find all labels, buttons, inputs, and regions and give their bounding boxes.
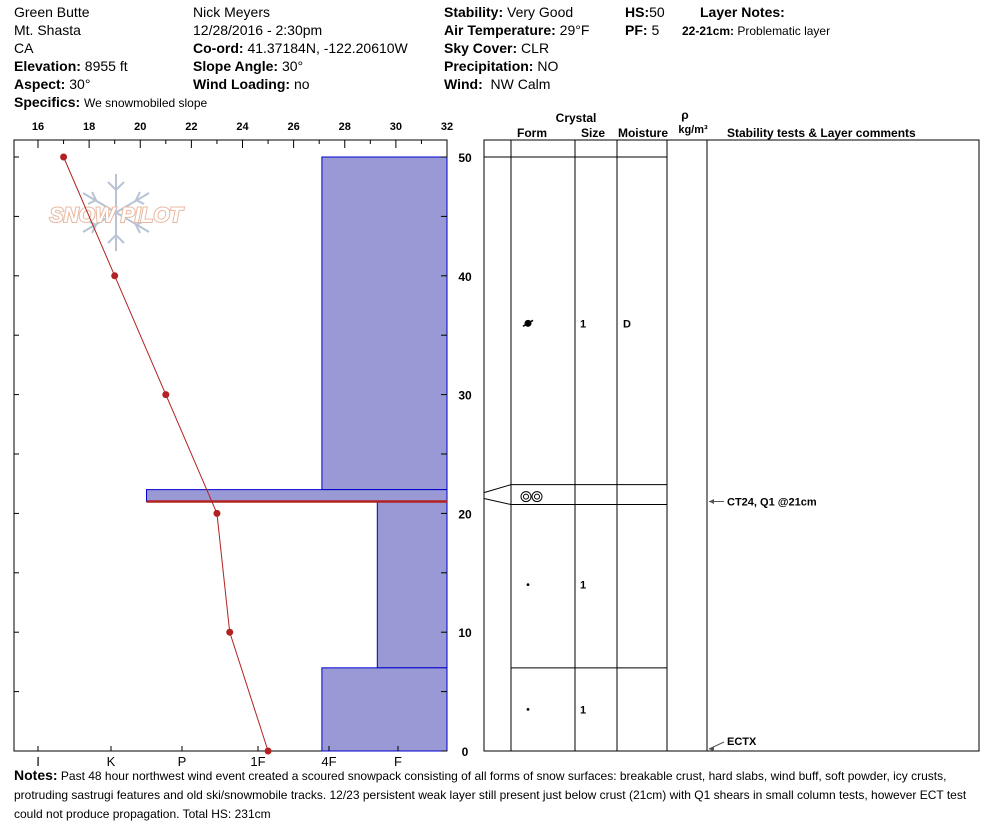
slope-label: Slope Angle:: [193, 58, 279, 74]
grain-dot-icon: [527, 708, 530, 711]
coord-label: Co-ord:: [193, 40, 244, 56]
hardness-bar: [377, 502, 447, 668]
temp-tick-label: 22: [185, 121, 198, 133]
height-tick-label: 0: [461, 745, 469, 759]
elevation-label: Elevation:: [14, 58, 81, 74]
height-tick-label: 20: [458, 507, 472, 522]
wind-value: NW Calm: [490, 76, 551, 92]
size-header: Size: [580, 126, 606, 140]
temp-tick-label: 28: [338, 121, 351, 133]
height-tick-label: 40: [458, 269, 472, 284]
observation-datetime: 12/28/2016 - 2:30pm: [193, 22, 323, 38]
temp-tick-label: 32: [440, 121, 454, 133]
precip-label: Precipitation:: [444, 58, 534, 74]
hs-label: HS:: [625, 4, 650, 20]
layer-connector: [484, 499, 511, 505]
layer-connector: [484, 485, 511, 493]
grain-dot-icon: [527, 583, 530, 586]
temperature-profile: [60, 154, 272, 755]
melt-freeze-icon: [532, 492, 542, 502]
temperature-line: [64, 157, 269, 751]
elevation-value: 8955 ft: [84, 58, 128, 74]
air-temp-label: Air Temperature:: [444, 22, 556, 38]
grain-size: 1: [580, 579, 587, 592]
moisture-value: D: [623, 318, 631, 331]
air-temp-value: 29°F: [559, 22, 590, 38]
hardness-tick-label: P: [177, 754, 187, 769]
temperature-point: [226, 629, 233, 636]
precip-value: NO: [537, 58, 559, 74]
temperature-axis: [32, 121, 453, 148]
pf-label: PF:: [625, 22, 648, 38]
crystal-header: Crystal: [555, 111, 597, 125]
grain-size: 1: [580, 318, 587, 331]
specifics-value: We snowmobiled slope: [84, 96, 208, 110]
density-unit: kg/m³: [678, 124, 708, 136]
hardness-tick-label: I: [36, 754, 40, 769]
hardness-tick-label: 1F: [250, 754, 266, 769]
temp-tick-label: 16: [31, 121, 45, 133]
hardness-bar: [147, 490, 448, 502]
notes-text: Past 48 hour northwest wind event created a scoured snowpack consisting of all forms of snow surfaces: breakable crust, hard slabs, wind buff, soft powder, icy crusts, protruding sastrugi features and old ski/snowmobile tracks. 12/23 persistent weak layer still present just below crust (21cm) with Q1 shears in small column tests, however ECT test could not produce propagation. Total HS: 231cm: [14, 769, 967, 821]
temperature-point: [60, 154, 67, 161]
aspect-label: Aspect:: [14, 76, 66, 92]
stability-label: Stability:: [444, 4, 504, 20]
layer-table-frame: [484, 140, 979, 751]
sky-value: CLR: [521, 40, 550, 56]
hardness-bar: [322, 157, 447, 490]
hardness-tick-label: F: [394, 754, 402, 769]
stability-tests: [709, 497, 817, 752]
grain-size: 1: [580, 704, 587, 717]
hardness-bar: [322, 668, 447, 751]
form-header: Form: [517, 126, 547, 140]
melt-freeze-icon: [521, 492, 531, 502]
height-tick-label: 10: [458, 626, 472, 641]
pf-value: 5: [651, 22, 660, 38]
temperature-point: [162, 391, 169, 398]
temp-tick-label: 18: [83, 121, 96, 133]
stability-value: Very Good: [507, 4, 574, 20]
location-name: Green Butte: [14, 4, 90, 20]
temperature-point: [213, 510, 220, 517]
wind-loading-label: Wind Loading:: [193, 76, 291, 92]
temp-tick-label: 24: [236, 121, 249, 133]
melt-freeze-icon-inner: [524, 494, 529, 499]
notes-label: Notes:: [14, 767, 58, 783]
coord-value: 41.37184N, -122.20610W: [247, 40, 408, 56]
state-name: CA: [14, 40, 34, 56]
stability-comments-header: Stability tests & Layer comments: [727, 126, 916, 140]
observer-name: Nick Meyers: [193, 4, 271, 20]
melt-freeze-icon-inner: [535, 494, 540, 499]
layer-note-text: Problematic layer: [737, 24, 831, 38]
stability-test-label: CT24, Q1 @21cm: [727, 496, 817, 509]
height-tick-label: 50: [458, 151, 472, 165]
height-tick-label: 30: [458, 388, 472, 403]
hardness-tick-label: 4F: [321, 754, 337, 769]
area-name: Mt. Shasta: [14, 22, 81, 38]
slope-value: 30°: [281, 58, 304, 74]
sky-label: Sky Cover:: [444, 40, 518, 56]
density-symbol: ρ: [681, 108, 689, 122]
arrow-icon: [709, 499, 714, 504]
layer-note-range: 22-21cm:: [682, 24, 735, 38]
stability-test-label: ECTX: [727, 736, 757, 748]
temp-tick-label: 26: [287, 121, 300, 133]
hs-value: 50: [649, 4, 665, 20]
logo-text: SNOW PILOT: [49, 204, 183, 227]
wind-label: Wind:: [444, 76, 483, 92]
notes: [14, 766, 984, 824]
temperature-point: [111, 272, 118, 279]
layer-notes-label: Layer Notes:: [700, 4, 785, 20]
temp-tick-label: 20: [134, 121, 147, 133]
wind-loading-value: no: [293, 76, 310, 92]
specifics-label: Specifics:: [14, 94, 81, 110]
moisture-header: Moisture: [617, 126, 669, 140]
aspect-value: 30°: [69, 76, 91, 92]
temperature-point: [265, 748, 272, 755]
temp-tick-label: 30: [389, 121, 402, 133]
hardness-tick-label: K: [106, 754, 116, 769]
